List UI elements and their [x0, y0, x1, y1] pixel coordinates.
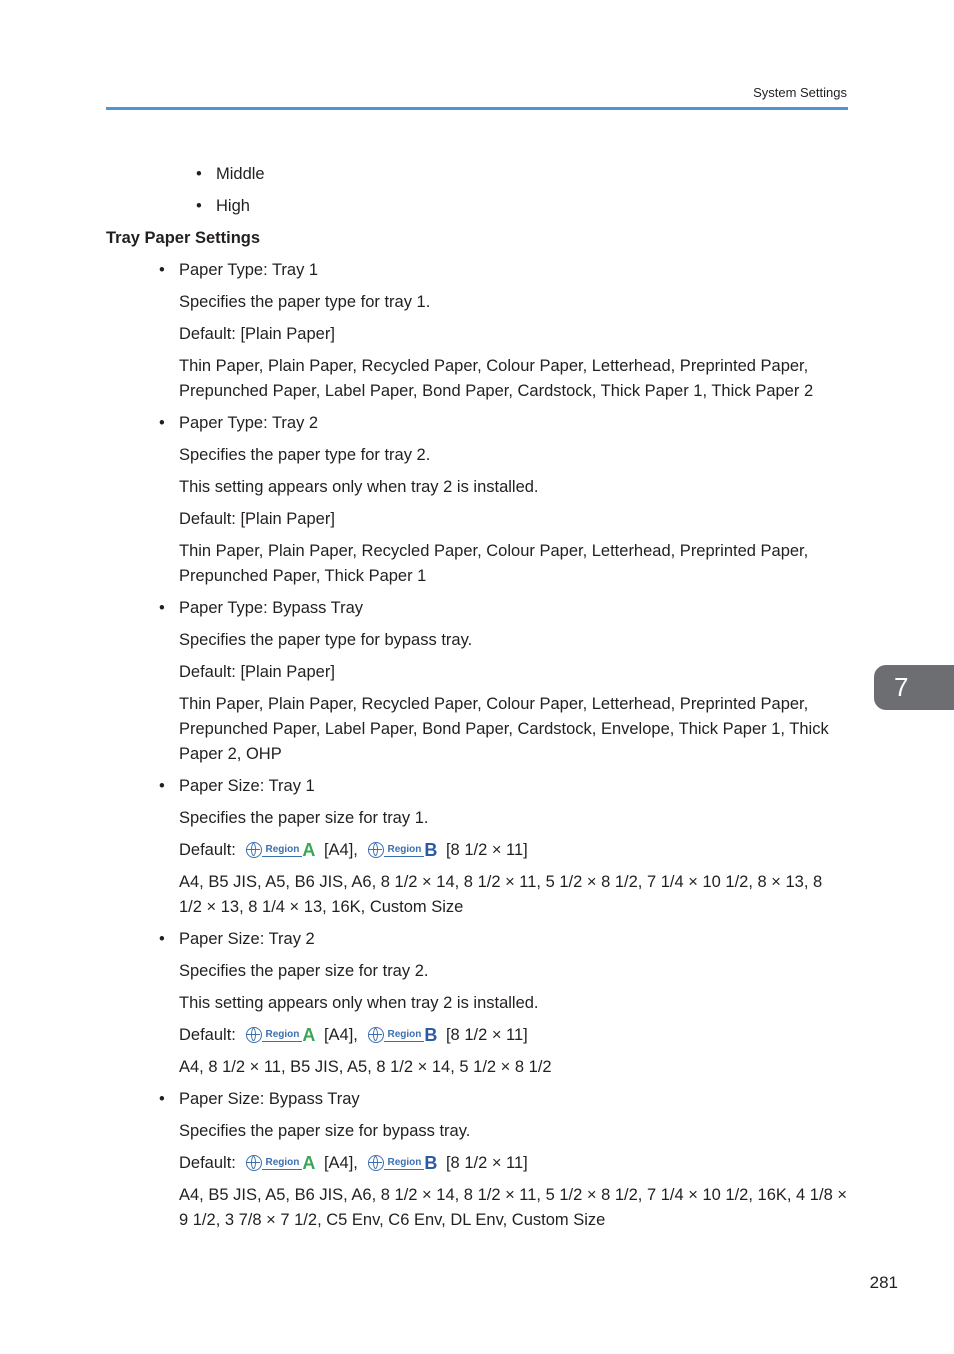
header-rule: [106, 107, 848, 110]
region-b-icon: [368, 1155, 437, 1171]
default-prefix: Default:: [179, 1154, 236, 1172]
setting-line: This setting appears only when tray 2 is installed.: [179, 478, 539, 496]
region-word: Region: [384, 1156, 424, 1170]
setting-line: Specifies the paper size for tray 2.: [179, 962, 429, 980]
default-line: [179, 1151, 848, 1176]
region-word: Region: [384, 1028, 424, 1042]
default-value-b: [8 1/2 × 11]: [445, 1154, 528, 1172]
section-title: Tray Paper Settings: [106, 229, 261, 247]
globe-icon: [368, 1155, 384, 1171]
setting-line: A4, B5 JIS, A5, B6 JIS, A6, 8 1/2 × 14, 8 1/2 × 11, 5 1/2 × 8 1/2, 7 1/4 × 10 1/2, 8 × 13, 8 1/2 × 13, 8 1/4 × 13, 16K, Custom Size: [179, 873, 823, 916]
default-line: [179, 1023, 848, 1048]
default-value-b: [8 1/2 × 11]: [445, 1026, 528, 1044]
default-value-a: [A4],: [323, 1026, 358, 1044]
setting-label: • Paper Type: Tray 2: [179, 411, 848, 436]
region-word: Region: [384, 843, 424, 857]
setting-line: Thin Paper, Plain Paper, Recycled Paper, Colour Paper, Letterhead, Preprinted Paper, Prepunched Paper, Label Paper, Bond Paper, Cardstock, Thick Paper 1, Thick Paper 2: [179, 357, 814, 400]
list-item: • High: [216, 194, 848, 219]
default-prefix: Default:: [179, 841, 236, 859]
default-value-b: [8 1/2 × 11]: [445, 841, 528, 859]
region-b-icon: [368, 842, 437, 858]
page-number: 281: [869, 1273, 898, 1292]
setting-line: Specifies the paper type for bypass tray.: [179, 631, 473, 649]
default-line: [179, 838, 848, 863]
region-word: Region: [262, 1028, 302, 1042]
region-word: Region: [262, 1156, 302, 1170]
setting-line: A4, 8 1/2 × 11, B5 JIS, A5, 8 1/2 × 14, 5 1/2 × 8 1/2: [179, 1058, 552, 1076]
setting-label: • Paper Type: Bypass Tray: [179, 596, 848, 621]
region-a-icon: [246, 842, 315, 858]
region-b-icon: [368, 1027, 437, 1043]
setting-label: • Paper Size: Tray 1: [179, 774, 848, 799]
default-value-a: [A4],: [323, 1154, 358, 1172]
setting-line: Specifies the paper type for tray 1.: [179, 293, 431, 311]
setting-line: This setting appears only when tray 2 is installed.: [179, 994, 539, 1012]
region-b-letter: B: [424, 840, 438, 860]
setting-line: Specifies the paper type for tray 2.: [179, 446, 431, 464]
globe-icon: [368, 1027, 384, 1043]
chapter-tab: 7: [874, 665, 954, 710]
default-value-a: [A4],: [323, 841, 358, 859]
setting-line: Default: [Plain Paper]: [179, 663, 335, 681]
setting-label: • Paper Size: Tray 2: [179, 927, 848, 952]
setting-line: Specifies the paper size for bypass tray.: [179, 1122, 471, 1140]
region-word: Region: [262, 843, 302, 857]
globe-icon: [246, 1027, 262, 1043]
region-a-icon: [246, 1155, 315, 1171]
setting-line: Default: [Plain Paper]: [179, 325, 335, 343]
globe-icon: [368, 842, 384, 858]
setting-label: • Paper Size: Bypass Tray: [179, 1087, 848, 1112]
region-b-letter: B: [424, 1025, 438, 1045]
region-a-letter: A: [302, 840, 316, 860]
setting-label: • Paper Type: Tray 1: [179, 258, 848, 283]
globe-icon: [246, 1155, 262, 1171]
setting-line: Default: [Plain Paper]: [179, 510, 335, 528]
header-title: System Settings: [753, 85, 847, 100]
list-item: • Middle: [216, 162, 848, 187]
region-a-letter: A: [302, 1153, 316, 1173]
setting-line: Thin Paper, Plain Paper, Recycled Paper, Colour Paper, Letterhead, Preprinted Paper, Prepunched Paper, Thick Paper 1: [179, 542, 809, 585]
region-a-letter: A: [302, 1025, 316, 1045]
page-content: [106, 162, 848, 1233]
region-a-icon: [246, 1027, 315, 1043]
default-prefix: Default:: [179, 1026, 236, 1044]
globe-icon: [246, 842, 262, 858]
setting-line: Thin Paper, Plain Paper, Recycled Paper, Colour Paper, Letterhead, Preprinted Paper, Prepunched Paper, Label Paper, Bond Paper, Cardstock, Envelope, Thick Paper 1, Thick Paper 2, OHP: [179, 695, 829, 763]
setting-line: A4, B5 JIS, A5, B6 JIS, A6, 8 1/2 × 14, 8 1/2 × 11, 5 1/2 × 8 1/2, 7 1/4 × 10 1/2, 16K, 4 1/8 × 9 1/2, 3 7/8 × 7 1/2, C5 Env, C6 Env, DL Env, Custom Size: [179, 1186, 847, 1229]
setting-line: Specifies the paper size for tray 1.: [179, 809, 429, 827]
region-b-letter: B: [424, 1153, 438, 1173]
